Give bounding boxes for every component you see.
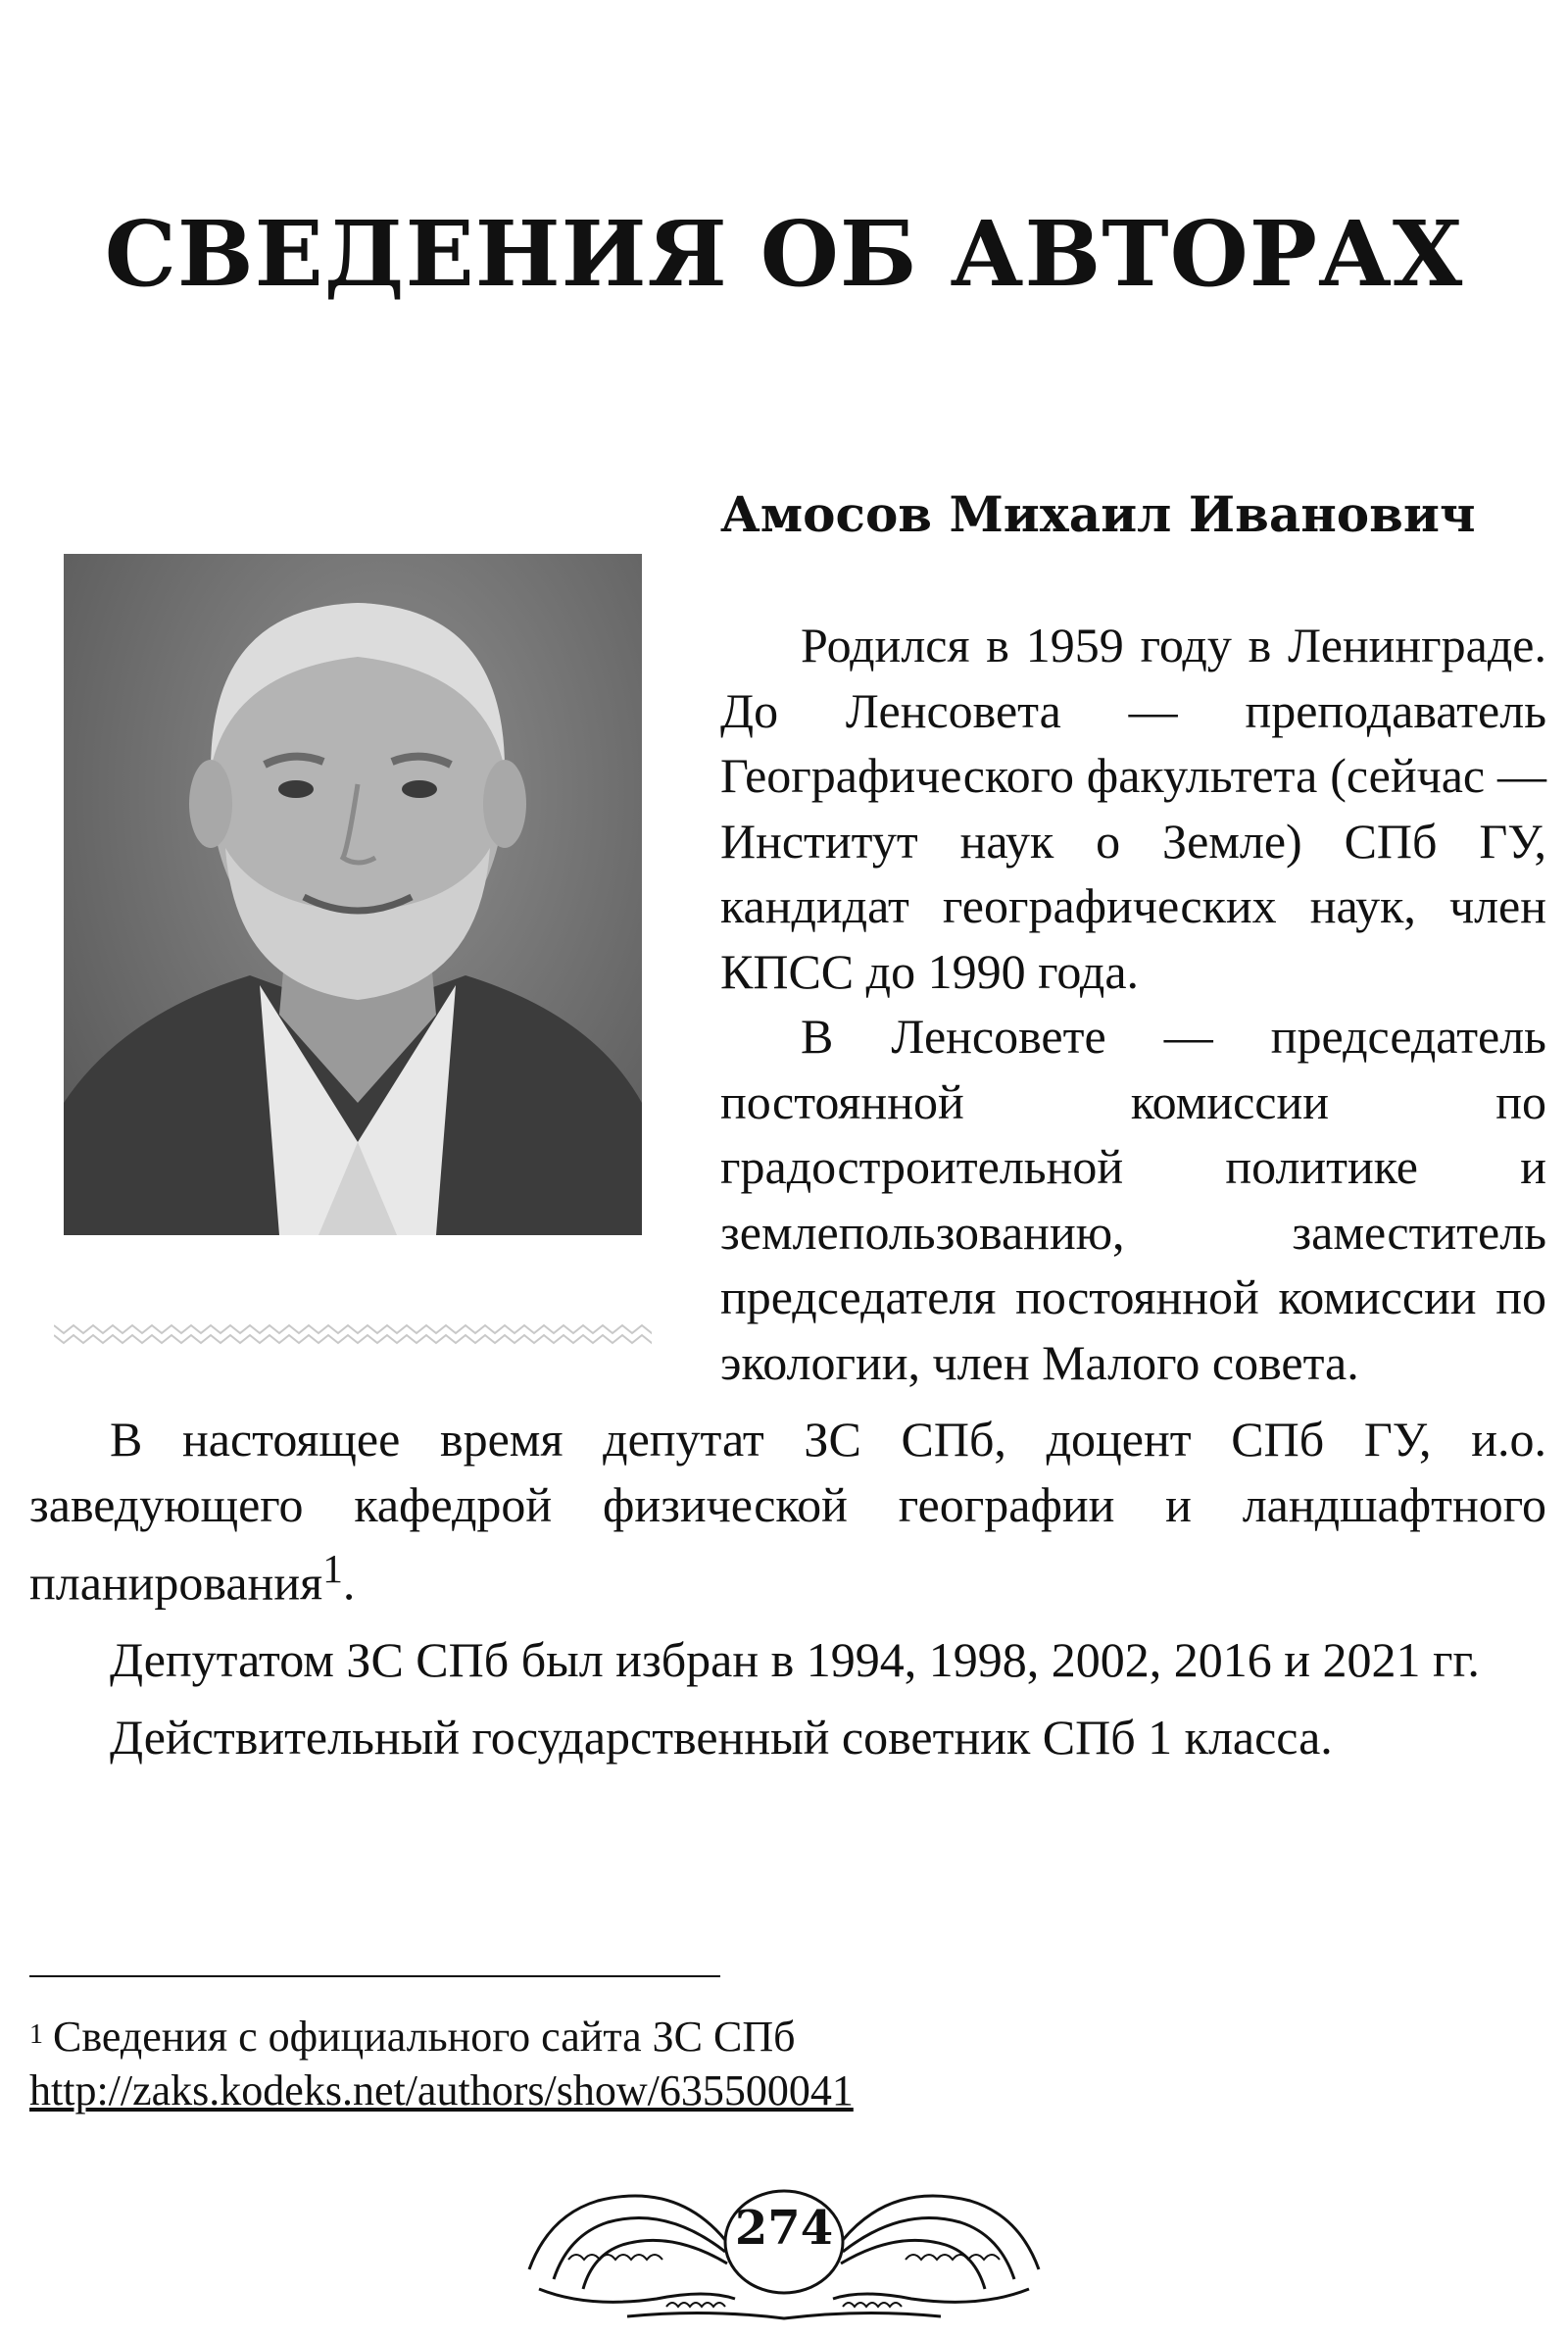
bio-paragraph-elected: Депутатом ЗС СПб был избран в 1994, 1998, 2002, 2016 и 2021 гг. bbox=[110, 1632, 1480, 1688]
footnote-link[interactable]: http://zaks.kodeks.net/authors/show/635500041 bbox=[29, 2066, 854, 2114]
page-title: СВЕДЕНИЯ ОБ АВТОРАХ bbox=[104, 201, 1464, 307]
author-name: Амосов Михаил Иванович bbox=[720, 485, 1476, 543]
bio-paragraph-rank: Действительный государственный советник СПб 1 класса. bbox=[110, 1709, 1333, 1765]
footnote-line bbox=[29, 2010, 854, 2064]
page-number: 274 bbox=[734, 2201, 834, 2256]
bio-current-text: В настоящее время депутат ЗС СПб, доцент СПб ГУ, и.о. заведующего кафедрой физической географии и ландшафтного планирования bbox=[29, 1412, 1546, 1611]
footnote-mark: 1 bbox=[29, 2019, 43, 2050]
bio-paragraph-birth: Родился в 1959 году в Ленинграде. До Ленсовета — преподаватель Географического факультета (сейчас — Институт наук о Земле) СПб ГУ, кандидат географических наук, член КПСС до 1990 года. bbox=[720, 618, 1546, 999]
photo-float-spacer bbox=[29, 613, 720, 1402]
bio-current-end: . bbox=[342, 1555, 356, 1611]
footnote-text: Сведения с официального сайта ЗС СПб bbox=[53, 2013, 796, 2061]
bio-paragraph-current bbox=[29, 1407, 1546, 1616]
footnote bbox=[29, 2010, 854, 2117]
footnote-separator bbox=[29, 1975, 720, 1977]
footnote-reference[interactable]: 1 bbox=[322, 1547, 343, 1592]
bio-paragraph-lensovet: В Ленсовете — председатель постоянной комиссии по градостроительной политике и землепользованию, заместитель председателя постоянной комиссии по экологии, член Малого совета. bbox=[720, 1009, 1546, 1390]
author-biography bbox=[29, 613, 1546, 1769]
